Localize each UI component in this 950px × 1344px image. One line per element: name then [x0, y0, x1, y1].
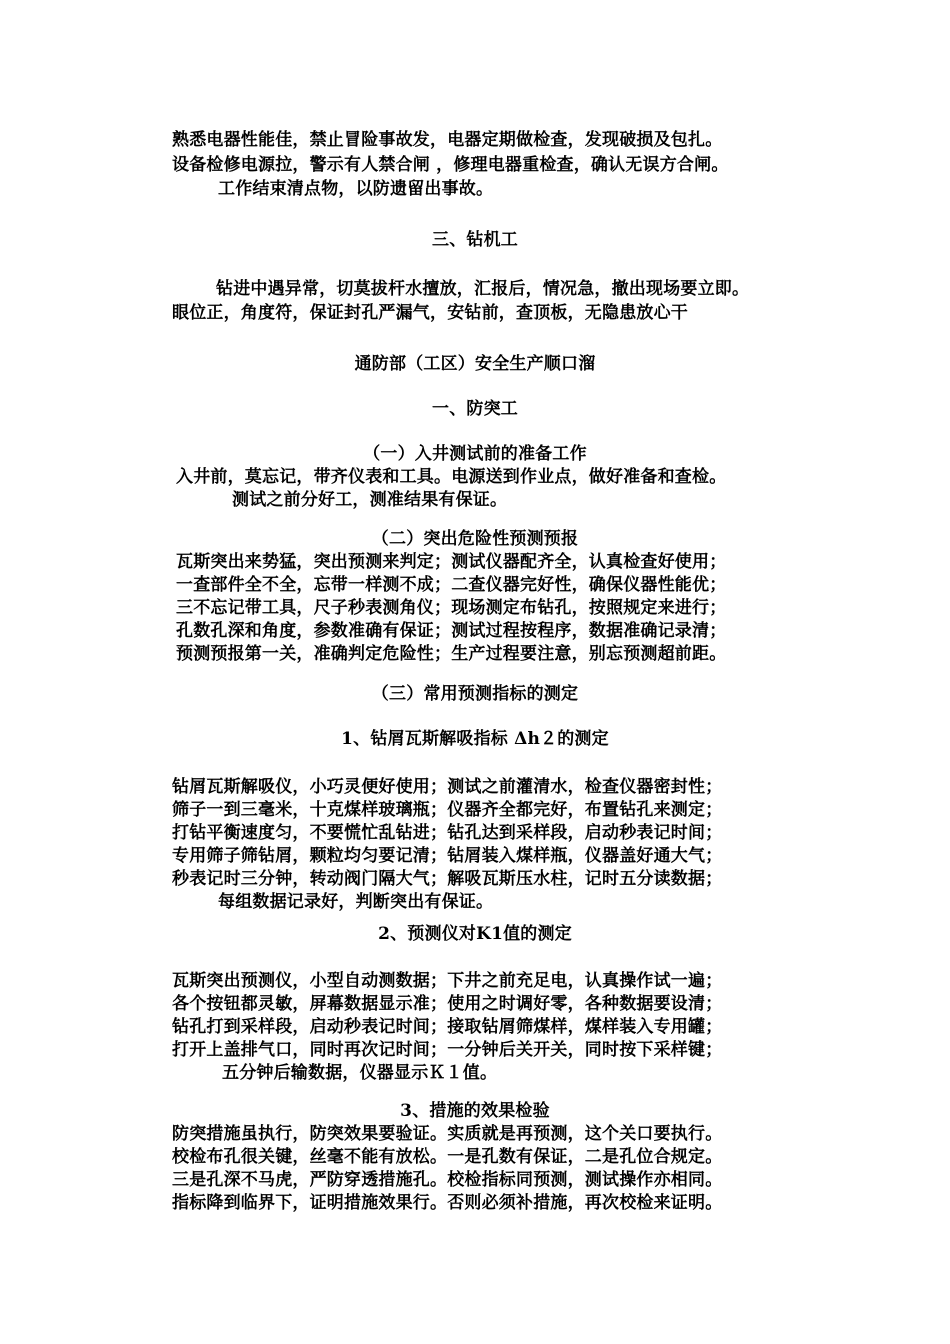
item-heading: 3、措施的效果检验: [400, 1101, 550, 1121]
verse-line: 预测预报第一关，准确判定危险性；生产过程要注意，别忘预测超前距。: [176, 644, 727, 664]
verse-line: 专用筛子筛钻屑，颗粒均匀要记清；钻屑装入煤样瓶，仪器盖好通大气；: [172, 846, 723, 866]
verse-line: 钻屑瓦斯解吸仪，小巧灵便好使用；测试之前灌清水，检查仪器密封性；: [172, 777, 723, 797]
verse-line: 设备检修电源拉，警示有人禁合闸 ，修理电器重检查，确认无误方合闸。: [172, 155, 729, 175]
document-title: 通防部（工区）安全生产顺口溜: [354, 354, 596, 374]
verse-line: 每组数据记录好，判断突出有保证。: [218, 892, 494, 912]
verse-line: 打钻平衡速度匀，不要慌忙乱钻进；钻孔达到采样段，启动秒表记时间；: [172, 823, 723, 843]
verse-line: 防突措施虽执行，防突效果要验证。实质就是再预测，这个关口要执行。: [172, 1124, 723, 1144]
verse-line: 钻进中遇异常，切莫拔杆水擅放，汇报后，情况急，撤出现场要立即。: [216, 279, 750, 299]
subsection-heading: （二）突出危险性预测预报: [371, 529, 579, 549]
subsection-heading: （三）常用预测指标的测定: [371, 684, 579, 704]
verse-line: 指标降到临界下，证明措施效果行。否则必须补措施，再次校检来证明。: [172, 1193, 723, 1213]
verse-line: 孔数孔深和角度，参数准确有保证；测试过程按程序，数据准确记录清；: [176, 621, 727, 641]
verse-line: 测试之前分好工，测准结果有保证。: [232, 490, 508, 510]
item-heading: 1、钻屑瓦斯解吸指标 Δh２的测定: [341, 729, 609, 749]
verse-line: 五分钟后输数据，仪器显示Ｋ１值。: [222, 1063, 498, 1083]
verse-line: 各个按钮都灵敏，屏幕数据显示准；使用之时调好零，各种数据要设清；: [172, 994, 723, 1014]
verse-line: 秒表记时三分钟，转动阀门隔大气；解吸瓦斯压水柱，记时五分读数据；: [172, 869, 723, 889]
verse-line: 钻孔打到采样段，启动秒表记时间；接取钻屑筛煤样，煤样装入专用罐；: [172, 1017, 723, 1037]
verse-line: 瓦斯突出来势猛，突出预测来判定；测试仪器配齐全，认真检查好使用；: [176, 552, 727, 572]
verse-line: 入井前，莫忘记，带齐仪表和工具。电源送到作业点，做好准备和查检。: [176, 467, 727, 487]
verse-line: 一查部件全不全，忘带一样测不成；二查仪器完好性，确保仪器性能优；: [176, 575, 727, 595]
verse-line: 瓦斯突出预测仪，小型自动测数据；下井之前充足电，认真操作试一遍；: [172, 971, 723, 991]
verse-line: 熟悉电器性能佳，禁止冒险事故发，电器定期做检查，发现破损及包扎。: [172, 130, 723, 150]
section-heading-driller: 三、钻机工: [432, 230, 518, 250]
verse-line: 校检布孔很关键，丝毫不能有放松。一是孔数有保证，二是孔位合规定。: [172, 1147, 723, 1167]
verse-line: 工作结束清点物，以防遗留出事故。: [218, 179, 494, 199]
verse-line: 打开上盖排气口，同时再次记时间；一分钟后关开关，同时按下采样键；: [172, 1040, 723, 1060]
verse-line: 三不忘记带工具，尺子秒表测角仪；现场测定布钻孔，按照规定来进行；: [176, 598, 727, 618]
verse-line: 筛子一到三毫米，十克煤样玻璃瓶；仪器齐全都完好，布置钻孔来测定；: [172, 800, 723, 820]
verse-line: 眼位正，角度符，保证封孔严漏气，安钻前，查顶板，无隐患放心干: [172, 303, 688, 323]
section-heading-outburst: 一、防突工: [432, 399, 518, 419]
verse-line: 三是孔深不马虎，严防穿透措施孔。校检指标同预测，测试操作亦相同。: [172, 1170, 723, 1190]
subsection-heading: （一）入井测试前的准备工作: [363, 444, 587, 464]
item-heading: 2、预测仪对K1值的测定: [378, 924, 572, 944]
